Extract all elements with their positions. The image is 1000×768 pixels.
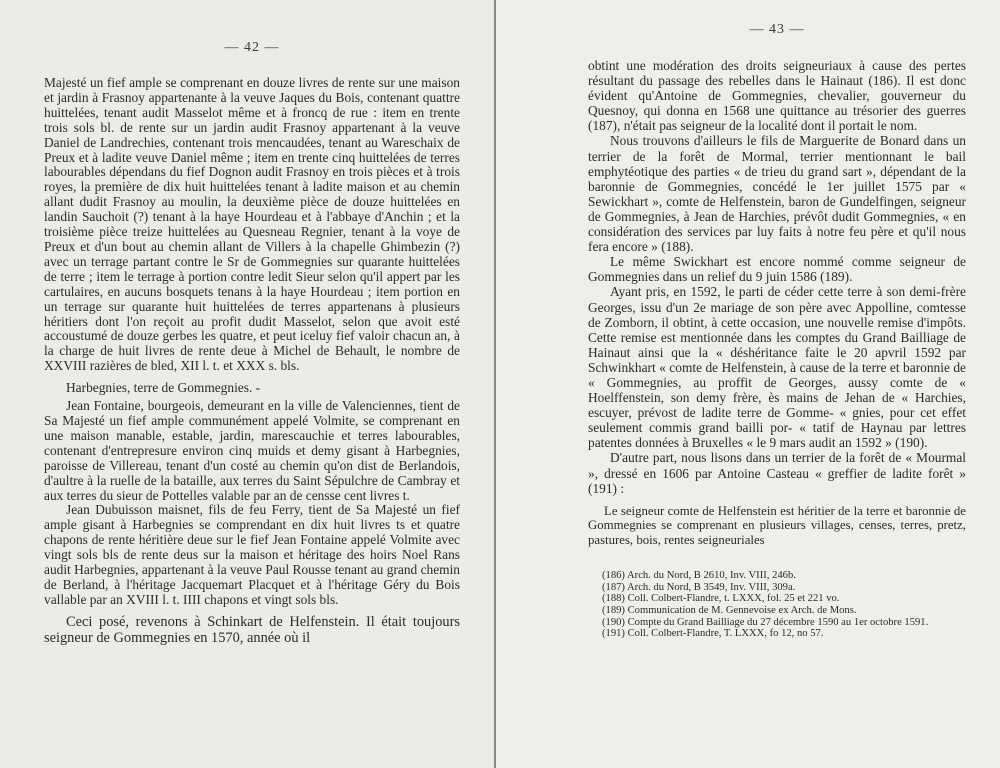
- paragraph: Le même Swickhart est encore nommé comme seigneur de Gommegnies dans un relief du 9 juin 1586 (189).: [588, 254, 966, 285]
- right-page: [496, 0, 1000, 768]
- paragraph: Jean Dubuisson maisnet, fils de feu Ferry, tient de Sa Majesté un fief ample gisant à Harbegnies se comprendant en dix huit livres ts et quatre chapons de rente héritière deue sur le fief Jean Fontaine appelé Volmite avec vingt sols bls de rente deus sur la maison et héritage des hoirs Noel Rans audit Harbegnies, appartenant à la veuve Paul Rousse tenant au grand chemin de Berland, à l'héritage Jacquemart Placquet et à l'héritage Géry du Bois vallable par an XVIII l. t. IIII chapons et vingt sols bls.: [44, 502, 460, 607]
- paragraph: Jean Fontaine, bourgeois, demeurant en la ville de Valenciennes, tient de Sa Majesté un fief ample communément appelé Volmite, se comprenant en une maison manable, estable, jardin, marescauchie et terres labourables, contenant d'entrepresure environ cinq muids et demy gisant à Harbegnies, paroisse de Villereau, tenant d'un costé au chemin qu'on dist de Berlandois, d'aultre à la ruelle de la bataille, aux terres du Saint Sépulchre de Cambray et aux terres du sieur de Pottelles valable par an de censse cent livres t.: [44, 398, 460, 503]
- left-page: [0, 0, 494, 768]
- footnote: (189) Communication de M. Gennevoise ex Arch. de Mons.: [602, 604, 857, 616]
- paragraph: Majesté un fief ample se comprenant en douze livres de rente sur une maison et jardin à Frasnoy appartenante à la veuve Jaques du Bois, contenant quattre huittelées, tenant audit Masselot même et à froncq de rue : item en trente trois sols bl. de rente sur un jardin audit Frasnoy appartenant à la veuve Daniel de Landrechies, contenant trois mencaudées, tenant au Wareschaix de Preux et à ladite veuve Daniel même ; item en trente cinq huittelées de terres labourables dépendans du fief Dognon audit Frasnoy en trois pièces et à trois royes, la première de dix huit huittelées tenant à ladite maison et au chemin allant dudit Frasnoy au moulin, la deuxième pièce de douze huittelées en landin Sauchoit (?) tenant à la haye Hourdeau et à l'abbaye d'Anchin ; et la troisième pièce treize huittelées au Quesneau Regnier, tenant à la voye de Preux et d'un bout au chemin allant de Villers à la chapelle Ghimbezin (?) avec un terrage partant contre le Sr de Gommegnies sur quarante huittelées de terre ; item le terrage à portion contre ledit Sieur selon qu'il appert par les cartulaires, en aucuns bosquets tenans à la haye Hourdeau ; item portion en un terrage sur quarante huit huittelées de terres appartenans à plusieurs héritiers dont l'on reçoit au profit dudit Masselot, selon que avoit esté accoustumé de douze gerbes les quatre, et peut iceluy fief valoir chacun an, à la charge de huit livres de rente deue à Michel de Behault, le nombre de XXVIII razières de bled, XII l. t. et XXX s. bls.: [44, 75, 460, 374]
- section-heading: Harbegnies, terre de Gommegnies. -: [66, 380, 261, 396]
- footnote: (187) Arch. du Nord, B 3549, Inv. VIII, 309a.: [602, 581, 796, 593]
- paragraph: D'autre part, nous lisons dans un terrier de la forêt de « Mourmal », dressé en 1606 par Antoine Casteau « greffier de ladite forêt » (191) :: [588, 450, 966, 496]
- footnote: (188) Coll. Colbert-Flandre, t. LXXX, fol. 25 et 221 vo.: [602, 593, 840, 605]
- page-number-right: — 43 —: [749, 22, 805, 37]
- paragraph: Ayant pris, en 1592, le parti de céder cette terre à son demi-frère Georges, issu d'un 2e mariage de son père avec Appolline, comtesse de Zomborn, il obtint, à cette occasion, une nouvelle remise d'impôts. Cette remise est mentionnée dans les comptes du Grand Bailliage de Hainaut ainsi que la « déshéritance faite le 20 apvril 1592 par Schwinkhart « comte de Helfenstein, à cause de la terre et baronnie de « Gommegnies, au proffit de Georges, aussy comte de « Hoelffenstein, son demy frère, ès mains de Jehan de « Harchies, escuyer, prévost de ladite terre de Gomme- « gnies, pour cet effet seulement commis grand bailli por- « tatif de Haynau par lettres patentes données à Bruxelles « le 9 mars audit an 1592 » (190).: [588, 284, 966, 451]
- footnote: (186) Arch. du Nord, B 2610, Inv. VIII, 246b.: [602, 569, 796, 581]
- footnote: (191) Coll. Colbert-Flandre, T. LXXX, fo 12, no 57.: [602, 628, 824, 640]
- footnote: (190) Compte du Grand Bailliage du 27 décembre 1590 au 1er octobre 1591.: [602, 616, 929, 628]
- block-quote: Le seigneur comte de Helfenstein est héritier de la terre et baronnie de Gommegnies se comprenant en plusieurs villages, censes, terres, pretz, pastures, bois, rentes seigneuriales: [588, 503, 966, 548]
- paragraph: Nous trouvons d'ailleurs le fils de Marguerite de Bonard dans un terrier de la forêt de Mormal, terrier mentionnant le bail emphytéotique des parties « de trieu du grand sart », dépendant de la baronnie de Gommegnies, concédé le 1er juillet 1575 par « Sewickhart », comte de Helfenstein, baron de Gundelfingen, seigneur de Gommegnies, à Jean de Harchies, prévôt dudit Gommegnies, « en considération des services par luy faits à notre feu père et qu'il nous fera encore » (188).: [588, 133, 966, 255]
- paragraph: obtint une modération des droits seigneuriaux à cause des pertes résultant du passage des rebelles dans le Hainaut (186). Il est donc évident qu'Antoine de Gommegnies, chevalier, gouverneur du Quesnoy, qui donna en 1568 une quittance au trésorier des guerres (187), n'était pas seigneur de la localité dont il portait le nom.: [588, 58, 966, 134]
- paragraph: Ceci posé, revenons à Schinkart de Helfenstein. Il était toujours seigneur de Gommegnies en 1570, année où il: [44, 613, 460, 646]
- page-number-left: — 42 —: [224, 40, 280, 55]
- footnotes: [588, 570, 966, 640]
